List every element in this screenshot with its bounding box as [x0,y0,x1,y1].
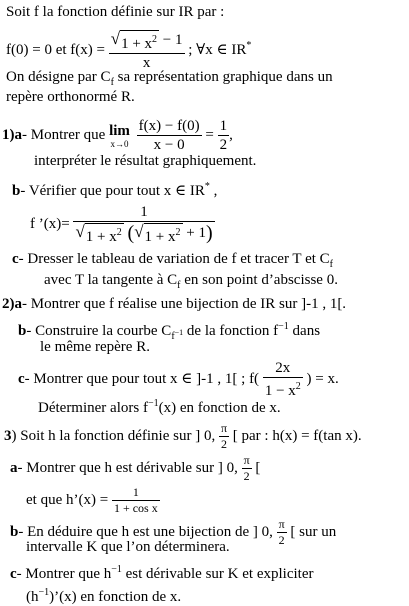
fraction-numerator [109,30,185,53]
inverse-derivative-text-end: )’(x) en fonction de x. [49,589,182,605]
question-text: de la fonction f [183,323,279,339]
question-label: b [10,523,19,540]
derivative-fraction [73,204,214,245]
question-number: 1 [2,126,10,143]
question-2a [2,295,346,313]
square-root: √ $1 + x^2$ [134,222,181,245]
star-exponent: * [246,39,252,51]
pi-denominator: 2 [278,533,285,547]
inverse-exponent: −1 [111,564,122,575]
half-numerator: 1 [219,118,228,134]
question-text-end: est dérivable sur K et expliciter [121,566,314,582]
question-3a [10,454,260,483]
question-text: ) Soit h la fonction définie sur ] 0, [11,427,219,444]
subscript-f: f [171,331,175,342]
minus-one: − 1 [159,32,183,48]
derivative-numerator: 1 [140,204,148,220]
limit-variable: x→0 [110,138,129,149]
question-text: - Construire la courbe C [26,323,172,339]
derivative-label: f ’(x)= [30,215,70,232]
question-text: - Dresser le tableau de variation de f et tracer T et C [18,251,330,267]
comma: , [229,126,233,143]
curve-subscript: f [110,77,114,88]
curve-text-end: sa représentation graphique dans un [113,69,333,85]
inverse-exponent: −1 [147,398,159,409]
curve-text: On désigne par C [6,69,111,85]
question-number: 3 [4,427,12,444]
pi-numerator: π [220,421,228,435]
square-root: √ $1 + x^2$ [110,29,158,52]
curve-subscript [171,328,184,342]
question-label: b [18,323,27,339]
question-label: a [10,459,18,476]
left-paren: ( [127,222,135,244]
rate-numerator: f(x) − f(0) [138,118,200,134]
definition-text: f(0) = 0 et f(x) = [6,41,109,58]
determine-text: Déterminer alors f [38,400,148,416]
exponent: 2 [116,227,122,238]
question-text: - Montrer que pour tout x ∈ ]-1 , 1[ ; f( [24,370,263,387]
equals-sign: = [205,126,218,143]
question-2c [18,360,339,399]
frame-line [6,88,135,106]
tangent-text: avec T la tangente à C [44,272,178,288]
exponent: 2 [295,381,301,392]
inverse-derivative-line [26,584,181,606]
tangent-text-end: en son point d’abscisse 0. [180,272,338,288]
exponent: 2 [175,227,181,238]
interval-line [26,538,230,556]
pi-over-two [277,518,287,547]
intro-text: Soit f la fonction définie sur IR par : [6,4,225,20]
question-text: - Montrer que [22,126,110,143]
right-paren: ) [205,222,213,244]
exponent: 2 [152,34,158,45]
h-derivative-text: et que h’(x) = [26,491,112,508]
root-content: 1 + x [121,36,153,52]
h-derivative-fraction [112,486,160,515]
question-1a [2,118,233,153]
pi-over-two [219,422,229,451]
comma: , [209,183,218,199]
pi-numerator: π [243,453,250,467]
interval-text: intervalle K que l’on déterminera. [26,539,230,555]
frame-text: repère orthonormé R. [6,89,135,105]
rate-fraction [137,118,202,153]
question-text: - Montrer que h est dérivable sur ] 0, [17,459,242,476]
question-label: c [12,251,19,267]
curve-subscript: f [329,259,333,270]
curve-subscript: f [177,280,181,291]
root-content: 1 + x [144,229,176,245]
limit-operator [109,123,130,149]
question-3 [4,422,362,451]
definition-fraction [109,30,185,71]
h-derivative-denominator: 1 + cos x [113,501,158,515]
question-label: c [10,566,17,582]
question-text: - Montrer que f réalise une bijection de IR sur ]-1 , 1[. [22,296,347,312]
h-derivative-line [26,486,160,515]
half-denominator: 2 [219,137,228,153]
same-frame-line [40,338,150,356]
argument-fraction [263,360,303,399]
star-exponent: * [204,181,210,192]
question-1b [12,178,217,200]
question-label: b [12,183,21,199]
question-text: - Montrer que h [16,566,112,582]
pi-numerator: π [278,517,285,531]
plus-one: + 1 [182,225,206,241]
determine-text-end: (x) en fonction de x. [158,400,281,416]
interpret-line [34,152,256,170]
question-text-end: [ par : h(x) = f(tan x). [229,427,362,444]
same-frame-text: le même repère R. [40,339,150,355]
argument-numerator: 2x [275,360,291,376]
question-text-end: [ sur un [286,523,337,540]
inverse-exponent: −1 [278,321,289,332]
tangent-line [44,271,338,295]
interpret-text: interpréter le résultat graphiquement. [34,153,257,169]
question-number: 2 [2,296,10,312]
inverse-exponent: −1 [38,587,50,598]
half-fraction [218,118,230,153]
question-text-end: ) = x. [302,370,339,387]
denominator-text: 1 − x [264,383,296,399]
fraction-denominator: x [142,55,151,71]
pi-denominator: 2 [221,437,227,451]
question-label: )a [9,296,22,312]
question-label: c [18,370,25,387]
h-derivative-numerator: 1 [132,485,139,499]
question-label: )a [9,126,22,143]
function-definition [6,30,251,71]
pi-over-two [242,454,252,483]
square-root: √ $1 + x^2$ [75,222,122,245]
intro-line [6,3,224,21]
rate-denominator: x − 0 [153,137,185,153]
derivative-formula [30,204,215,245]
derivative-denominator [73,222,214,245]
limit-word: lim [109,122,130,139]
subscript-exponent: −1 [174,328,184,337]
determine-line [38,395,281,417]
domain-text: ; ∀x ∈ IR [188,41,247,58]
question-text: - En déduire que h est une bijection de ] 0, [18,523,277,540]
root-content: 1 + x [85,229,117,245]
question-text: dans [288,323,321,339]
question-text: - Vérifier que pour tout x ∈ IR [20,183,205,199]
question-3c [10,561,313,583]
inverse-derivative-text: (h [26,589,39,605]
bracket: [ [251,459,261,476]
pi-denominator: 2 [243,469,250,483]
